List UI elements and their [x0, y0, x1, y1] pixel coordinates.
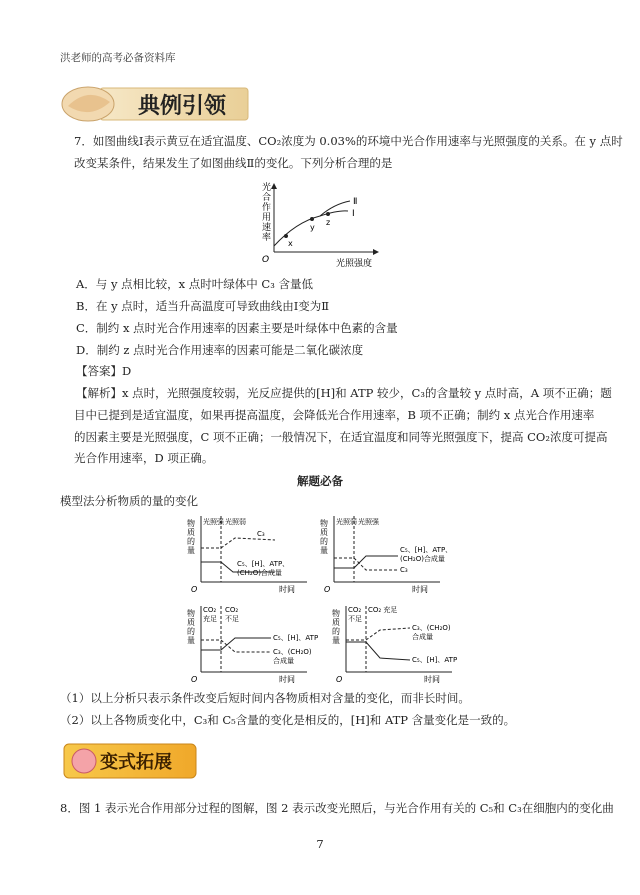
svg-text:CO₂: CO₂ — [203, 606, 217, 614]
svg-text:物: 物 — [332, 609, 340, 618]
analysis-line1: 【解析】x 点时，光照强度较弱，光反应提供的[H]和 ATP 较少，C₃的含量较 y 点时高，A 项不正确；题 — [76, 386, 612, 400]
svg-text:量: 量 — [332, 636, 340, 645]
q7-line2: 改变某条件，结果发生了如图曲线Ⅱ的变化。下列分析合理的是 — [74, 156, 393, 170]
svg-text:量: 量 — [187, 636, 195, 645]
svg-text:CO₂: CO₂ — [225, 606, 239, 614]
svg-text:O: O — [324, 585, 331, 594]
svg-text:质: 质 — [332, 618, 340, 627]
svg-text:率: 率 — [262, 233, 272, 243]
graph-co2-insufficient-to-sufficient — [330, 602, 465, 686]
graph-co2-sufficient-to-insufficient — [185, 602, 320, 686]
section-title: 解题必备 — [297, 474, 343, 488]
svg-text:C₃、(CH₂O): C₃、(CH₂O) — [412, 624, 451, 632]
q7-graph — [258, 180, 388, 270]
option-a: A．与 y 点相比较，x 点时叶绿体中 C₃ 含量低 — [76, 277, 313, 291]
svg-text:C₅、[H]、ATP、: C₅、[H]、ATP、 — [400, 546, 453, 554]
option-b: B．在 y 点时，适当升高温度可导致曲线由Ⅰ变为Ⅱ — [76, 299, 330, 313]
banner2-text: 变式拓展 — [100, 752, 172, 773]
svg-text:量: 量 — [320, 546, 328, 555]
svg-text:物: 物 — [187, 609, 195, 618]
svg-text:的: 的 — [187, 537, 195, 546]
note-1: （1）以上分析只表示条件改变后短时间内各物质相对含量的变化，而非长时间。 — [60, 691, 470, 705]
svg-text:C₃、(CH₂O): C₃、(CH₂O) — [273, 648, 312, 656]
svg-text:光照强: 光照强 — [203, 518, 224, 526]
banner1-text: 典例引领 — [138, 94, 227, 119]
svg-text:物: 物 — [187, 519, 195, 528]
svg-text:C₅、[H]、ATP: C₅、[H]、ATP — [412, 656, 458, 664]
svg-text:的: 的 — [320, 537, 328, 546]
svg-text:质: 质 — [320, 528, 328, 537]
svg-text:C₃: C₃ — [257, 530, 265, 538]
svg-text:光照弱: 光照弱 — [336, 518, 357, 526]
svg-text:时间: 时间 — [412, 585, 428, 594]
option-d: D．制约 z 点时光合作用速率的因素可能是二氧化碳浓度 — [76, 343, 364, 357]
svg-text:CO₂: CO₂ — [348, 606, 362, 614]
svg-text:CO₂ 充足: CO₂ 充足 — [368, 606, 398, 614]
svg-text:合成量: 合成量 — [412, 633, 433, 641]
option-c: C．制约 x 点时光合作用速率的因素主要是叶绿体中色素的含量 — [76, 321, 398, 335]
svg-text:物: 物 — [320, 519, 328, 528]
svg-text:充足: 充足 — [203, 615, 217, 623]
svg-text:质: 质 — [187, 618, 195, 627]
page-header: 洪老师的高考必备资料库 — [60, 52, 176, 64]
graph-light-strong-to-weak — [185, 512, 315, 596]
svg-text:光照弱: 光照弱 — [225, 518, 246, 526]
point-x — [284, 234, 288, 238]
model-title: 模型法分析物质的量的变化 — [60, 494, 198, 508]
svg-text:的: 的 — [187, 627, 195, 636]
banner-dianli-yinling — [60, 80, 250, 126]
point-y — [310, 217, 314, 221]
analysis-line3: 的因素主要是光照强度，C 项不正确；一般情况下，在适宜温度和同等光照强度下，提高 CO₂浓度可提高 — [74, 430, 608, 444]
svg-text:不足: 不足 — [348, 615, 362, 623]
svg-text:时间: 时间 — [279, 585, 295, 594]
svg-text:的: 的 — [332, 627, 340, 636]
flower-icon — [72, 749, 96, 773]
svg-text:光照强度: 光照强度 — [336, 259, 373, 269]
svg-text:速: 速 — [262, 223, 272, 233]
svg-text:时间: 时间 — [279, 675, 295, 684]
svg-text:时间: 时间 — [424, 675, 440, 684]
svg-text:O: O — [262, 255, 270, 265]
svg-text:(CH₂O)合成量: (CH₂O)合成量 — [400, 555, 445, 563]
page-number: 7 — [316, 837, 324, 851]
svg-text:y: y — [310, 223, 315, 232]
svg-text:Ⅱ: Ⅱ — [353, 197, 358, 207]
svg-text:光照强: 光照强 — [358, 518, 379, 526]
svg-text:C₅、[H]、ATP、: C₅、[H]、ATP、 — [237, 560, 290, 568]
svg-text:C₅、[H]、ATP: C₅、[H]、ATP — [273, 634, 319, 642]
svg-text:作: 作 — [262, 203, 272, 213]
svg-text:量: 量 — [187, 546, 195, 555]
analysis-line4: 光合作用速率，D 项正确。 — [74, 451, 214, 465]
svg-text:O: O — [191, 585, 198, 594]
svg-text:O: O — [191, 675, 198, 684]
banner-bianshi-tuozhan — [60, 738, 200, 784]
q7-line1: 7．如图曲线Ⅰ表示黄豆在适宜温度、CO₂浓度为 0.03%的环境中光合作用速率与光照强度的关系。在 y 点时 — [74, 134, 623, 148]
graph-light-weak-to-strong — [318, 512, 453, 596]
svg-text:不足: 不足 — [225, 615, 239, 623]
svg-text:Ⅰ: Ⅰ — [352, 209, 355, 219]
svg-text:合成量: 合成量 — [273, 657, 294, 665]
svg-text:C₃: C₃ — [400, 566, 408, 574]
answer: 【答案】D — [76, 364, 132, 378]
svg-text:用: 用 — [262, 213, 272, 223]
note-2: （2）以上各物质变化中，C₃和 C₅含量的变化是相反的，[H]和 ATP 含量变化是一致的。 — [60, 713, 516, 727]
q8-line1: 8．图 1 表示光合作用部分过程的图解，图 2 表示改变光照后，与光合作用有关的 C₅和 C₃在细胞内的变化曲 — [60, 801, 614, 815]
svg-text:z: z — [326, 218, 331, 227]
svg-text:合: 合 — [262, 193, 272, 203]
svg-text:(CH₂O)合成量: (CH₂O)合成量 — [237, 569, 282, 577]
svg-text:O: O — [336, 675, 343, 684]
point-z — [326, 212, 330, 216]
svg-text:质: 质 — [187, 528, 195, 537]
analysis-line2: 目中已提到是适宜温度，如果再提高温度，会降低光合作用速率，B 项不正确；制约 x 点光合作用速率 — [74, 408, 595, 422]
svg-text:x: x — [288, 239, 293, 248]
svg-text:光: 光 — [262, 183, 272, 193]
